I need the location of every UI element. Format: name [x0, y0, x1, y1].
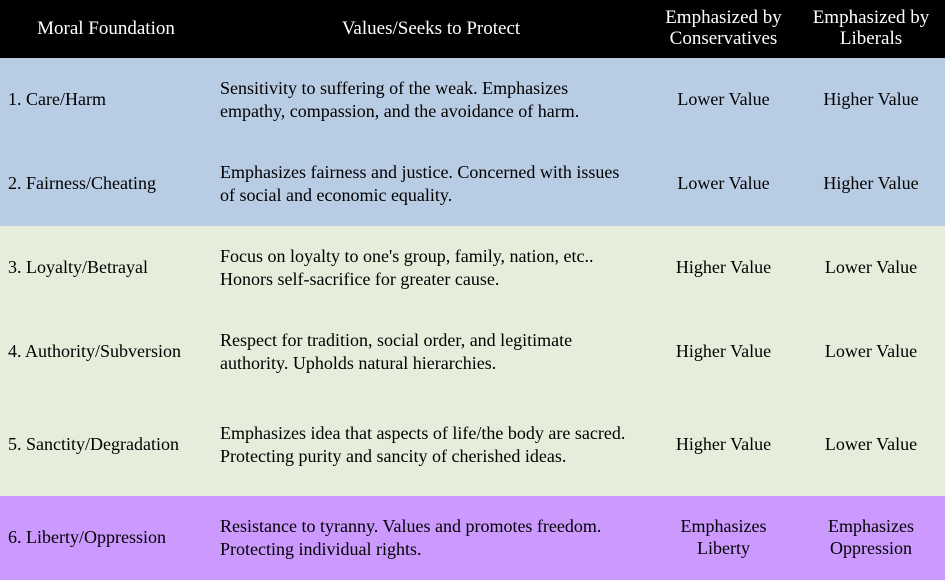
table-body	[0, 58, 945, 580]
table-row	[0, 394, 945, 496]
cell-liberals: Lower Value	[797, 226, 945, 310]
cell-values: Emphasizes fairness and justice. Concerned with issues of social and economic equality.	[212, 142, 650, 226]
cell-liberals: Emphasizes Oppression	[797, 496, 945, 580]
cell-foundation: 5. Sanctity/Degradation	[0, 394, 212, 496]
cell-foundation: 1. Care/Harm	[0, 58, 212, 142]
cell-conservatives: Lower Value	[650, 142, 797, 226]
table-row	[0, 310, 945, 394]
table-row	[0, 58, 945, 142]
column-header-conservatives: Emphasized by Conservatives	[650, 0, 797, 58]
table-row	[0, 496, 945, 580]
cell-foundation: 3. Loyalty/Betrayal	[0, 226, 212, 310]
column-header-moral-foundation: Moral Foundation	[0, 0, 212, 58]
cell-foundation: 4. Authority/Subversion	[0, 310, 212, 394]
table-header	[0, 0, 945, 58]
table-row	[0, 226, 945, 310]
cell-liberals: Lower Value	[797, 310, 945, 394]
cell-conservatives: Higher Value	[650, 310, 797, 394]
table-row	[0, 142, 945, 226]
cell-conservatives: Lower Value	[650, 58, 797, 142]
cell-values: Sensitivity to suffering of the weak. Emphasizes empathy, compassion, and the avoidance of harm.	[212, 58, 650, 142]
cell-liberals: Higher Value	[797, 58, 945, 142]
header-row	[0, 0, 945, 58]
cell-conservatives: Emphasizes Liberty	[650, 496, 797, 580]
cell-values: Resistance to tyranny. Values and promotes freedom. Protecting individual rights.	[212, 496, 650, 580]
cell-liberals: Lower Value	[797, 394, 945, 496]
cell-foundation: 2. Fairness/Cheating	[0, 142, 212, 226]
cell-values: Emphasizes idea that aspects of life/the body are sacred. Protecting purity and sancity of cherished ideas.	[212, 394, 650, 496]
column-header-liberals: Emphasized by Liberals	[797, 0, 945, 58]
cell-foundation: 6. Liberty/Oppression	[0, 496, 212, 580]
cell-values: Focus on loyalty to one's group, family, nation, etc.. Honors self-sacrifice for greater cause.	[212, 226, 650, 310]
column-header-values: Values/Seeks to Protect	[212, 0, 650, 58]
cell-conservatives: Higher Value	[650, 394, 797, 496]
cell-conservatives: Higher Value	[650, 226, 797, 310]
cell-values: Respect for tradition, social order, and legitimate authority. Upholds natural hierarchies.	[212, 310, 650, 394]
cell-liberals: Higher Value	[797, 142, 945, 226]
